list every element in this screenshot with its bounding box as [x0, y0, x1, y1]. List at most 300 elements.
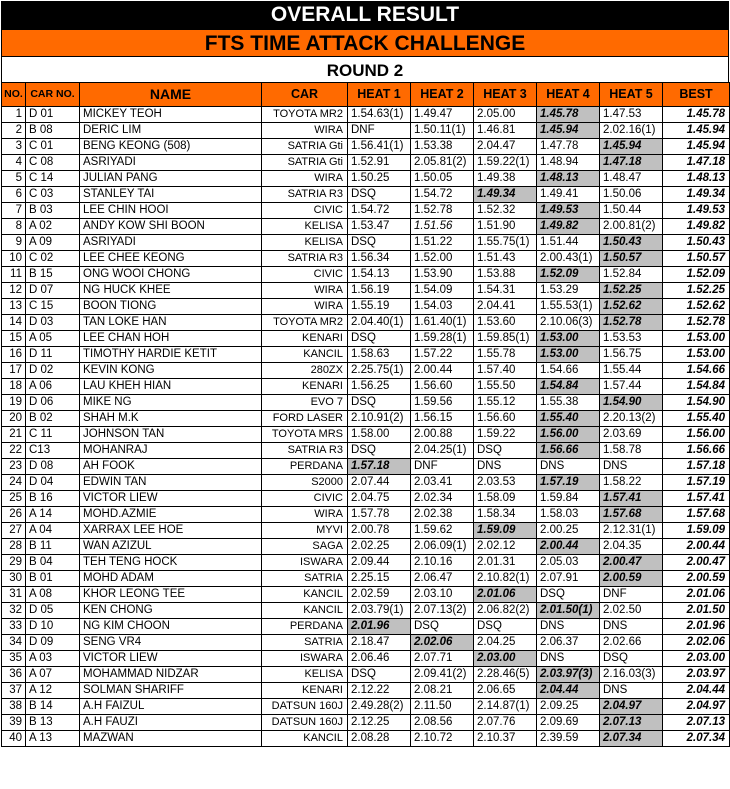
heat-4-time: 1.54.84 — [537, 379, 600, 395]
heat-1-time: 1.50.25 — [348, 171, 411, 187]
car-model: KANCIL — [262, 603, 348, 619]
heat-5-time: 1.57.41 — [600, 491, 663, 507]
car-number: B 01 — [26, 571, 80, 587]
heat-1-time: 2.04.75 — [348, 491, 411, 507]
best-time: 2.03.00 — [663, 651, 730, 667]
heat-3-time: 2.14.87(1) — [474, 699, 537, 715]
table-row — [2, 171, 730, 187]
row-number: 39 — [2, 715, 26, 731]
heat-1-time: DSQ — [348, 331, 411, 347]
table-row — [2, 731, 730, 747]
heat-3-time: 1.59.09 — [474, 523, 537, 539]
car-number: C 15 — [26, 299, 80, 315]
heat-4-time: 1.49.53 — [537, 203, 600, 219]
car-number: B 11 — [26, 539, 80, 555]
driver-name: MIKE NG — [80, 395, 262, 411]
heat-2-time: 1.59.28(1) — [411, 331, 474, 347]
row-number: 9 — [2, 235, 26, 251]
car-number: D 04 — [26, 475, 80, 491]
heat-2-time: 1.50.11(1) — [411, 123, 474, 139]
heat-3-time: 1.49.34 — [474, 187, 537, 203]
heat-4-time: DNS — [537, 459, 600, 475]
heat-2-time: 2.10.16 — [411, 555, 474, 571]
heat-3-time: 2.07.76 — [474, 715, 537, 731]
car-number: B 04 — [26, 555, 80, 571]
heat-4-time: 2.00.25 — [537, 523, 600, 539]
heat-4-time: 2.03.97(3) — [537, 667, 600, 683]
heat-4-time: 1.56.66 — [537, 443, 600, 459]
driver-name: TEH TENG HOCK — [80, 555, 262, 571]
heat-3-time: 1.55.50 — [474, 379, 537, 395]
heat-1-time: DNF — [348, 123, 411, 139]
table-row — [2, 715, 730, 731]
heat-4-time: 1.59.84 — [537, 491, 600, 507]
best-time: 1.52.62 — [663, 299, 730, 315]
car-model: FORD LASER — [262, 411, 348, 427]
table-row — [2, 619, 730, 635]
heat-1-time: 2.08.28 — [348, 731, 411, 747]
best-time: 1.54.90 — [663, 395, 730, 411]
heat-2-time: 1.56.60 — [411, 379, 474, 395]
heat-3-time: 2.05.00 — [474, 107, 537, 123]
table-row — [2, 699, 730, 715]
best-time: 2.01.06 — [663, 587, 730, 603]
heat-1-time: 1.58.63 — [348, 347, 411, 363]
car-number: B 16 — [26, 491, 80, 507]
driver-name: STANLEY TAI — [80, 187, 262, 203]
car-model: MYVI — [262, 523, 348, 539]
car-model: SATRIA R3 — [262, 187, 348, 203]
table-row — [2, 427, 730, 443]
car-number: B 03 — [26, 203, 80, 219]
driver-name: KHOR LEONG TEE — [80, 587, 262, 603]
heat-5-time: 1.58.78 — [600, 443, 663, 459]
header-heat-2: HEAT 2 — [411, 83, 474, 107]
heat-4-time: 2.07.91 — [537, 571, 600, 587]
result-rows — [2, 107, 730, 747]
car-number: A 05 — [26, 331, 80, 347]
car-number: D 05 — [26, 603, 80, 619]
car-model: ISWARA — [262, 555, 348, 571]
row-number: 38 — [2, 699, 26, 715]
driver-name: JOHNSON TAN — [80, 427, 262, 443]
heat-4-time: 2.09.69 — [537, 715, 600, 731]
row-number: 37 — [2, 683, 26, 699]
heat-3-time: 1.59.22(1) — [474, 155, 537, 171]
car-model: KANCIL — [262, 347, 348, 363]
best-time: 1.57.41 — [663, 491, 730, 507]
heat-3-time: 2.06.65 — [474, 683, 537, 699]
heat-4-time: DNS — [537, 619, 600, 635]
row-number: 30 — [2, 571, 26, 587]
car-number: B 08 — [26, 123, 80, 139]
heat-5-time: 1.47.53 — [600, 107, 663, 123]
row-number: 28 — [2, 539, 26, 555]
table-row — [2, 267, 730, 283]
car-number: C13 — [26, 443, 80, 459]
heat-1-time: 2.12.25 — [348, 715, 411, 731]
row-number: 29 — [2, 555, 26, 571]
car-model: DATSUN 160J — [262, 699, 348, 715]
car-number: A 12 — [26, 683, 80, 699]
car-model: SATRIA Gti — [262, 139, 348, 155]
table-row — [2, 235, 730, 251]
heat-5-time: 1.50.43 — [600, 235, 663, 251]
heat-5-time: 1.58.22 — [600, 475, 663, 491]
heat-1-time: 1.53.47 — [348, 219, 411, 235]
row-number: 17 — [2, 363, 26, 379]
driver-name: SENG VR4 — [80, 635, 262, 651]
heat-4-time: 1.53.00 — [537, 331, 600, 347]
table-row — [2, 395, 730, 411]
heat-2-time: 2.06.09(1) — [411, 539, 474, 555]
header-no: NO. — [2, 83, 26, 107]
heat-4-time: 1.48.13 — [537, 171, 600, 187]
heat-1-time: 1.58.00 — [348, 427, 411, 443]
best-time: 1.50.57 — [663, 251, 730, 267]
heat-5-time: DNS — [600, 459, 663, 475]
heat-1-time: DSQ — [348, 443, 411, 459]
heat-2-time: 1.53.90 — [411, 267, 474, 283]
driver-name: KEVIN KONG — [80, 363, 262, 379]
heat-4-time: 1.45.94 — [537, 123, 600, 139]
car-number: A 08 — [26, 587, 80, 603]
row-number: 11 — [2, 267, 26, 283]
car-number: D 01 — [26, 107, 80, 123]
heat-2-time: 1.54.09 — [411, 283, 474, 299]
car-model: PERDANA — [262, 619, 348, 635]
best-time: 2.01.96 — [663, 619, 730, 635]
driver-name: ONG WOOI CHONG — [80, 267, 262, 283]
header-name: NAME — [80, 83, 262, 107]
heat-4-time: 2.09.25 — [537, 699, 600, 715]
heat-1-time: DSQ — [348, 235, 411, 251]
car-number: A 07 — [26, 667, 80, 683]
heat-5-time: DNS — [600, 683, 663, 699]
heat-5-time: 2.20.13(2) — [600, 411, 663, 427]
row-number: 18 — [2, 379, 26, 395]
row-number: 2 — [2, 123, 26, 139]
heat-3-time: 2.03.00 — [474, 651, 537, 667]
car-number: A 02 — [26, 219, 80, 235]
heat-5-time: 2.07.13 — [600, 715, 663, 731]
best-time: 1.56.00 — [663, 427, 730, 443]
car-model: SATRIA — [262, 635, 348, 651]
table-row — [2, 523, 730, 539]
heat-1-time: 2.18.47 — [348, 635, 411, 651]
heat-3-time: 1.49.38 — [474, 171, 537, 187]
heat-1-time: DSQ — [348, 187, 411, 203]
heat-1-time: 2.12.22 — [348, 683, 411, 699]
heat-4-time: 1.55.40 — [537, 411, 600, 427]
heat-1-time: 2.01.96 — [348, 619, 411, 635]
heat-3-time: 1.53.60 — [474, 315, 537, 331]
best-time: 2.04.44 — [663, 683, 730, 699]
heat-2-time: DSQ — [411, 619, 474, 635]
heat-4-time: 1.53.29 — [537, 283, 600, 299]
heat-2-time: 2.03.41 — [411, 475, 474, 491]
heat-2-time: 1.50.05 — [411, 171, 474, 187]
heat-5-time: 2.02.50 — [600, 603, 663, 619]
heat-2-time: 1.49.47 — [411, 107, 474, 123]
row-number: 14 — [2, 315, 26, 331]
best-time: 2.00.44 — [663, 539, 730, 555]
car-model: WIRA — [262, 171, 348, 187]
heat-2-time: 2.05.81(2) — [411, 155, 474, 171]
heat-5-time: 2.04.97 — [600, 699, 663, 715]
best-time: 1.47.18 — [663, 155, 730, 171]
row-number: 22 — [2, 443, 26, 459]
heat-1-time: 1.56.25 — [348, 379, 411, 395]
heat-4-time: 1.56.00 — [537, 427, 600, 443]
heat-5-time: DNF — [600, 587, 663, 603]
heat-5-time: 2.12.31(1) — [600, 523, 663, 539]
row-number: 36 — [2, 667, 26, 683]
row-number: 34 — [2, 635, 26, 651]
heat-3-time: 1.59.85(1) — [474, 331, 537, 347]
heat-3-time: 1.54.31 — [474, 283, 537, 299]
best-time: 1.45.94 — [663, 139, 730, 155]
heat-2-time: 1.54.03 — [411, 299, 474, 315]
car-number: A 09 — [26, 235, 80, 251]
heat-4-time: 2.04.44 — [537, 683, 600, 699]
heat-2-time: 2.10.72 — [411, 731, 474, 747]
table-row — [2, 555, 730, 571]
driver-name: WAN AZIZUL — [80, 539, 262, 555]
car-model: DATSUN 160J — [262, 715, 348, 731]
driver-name: EDWIN TAN — [80, 475, 262, 491]
best-time: 1.59.09 — [663, 523, 730, 539]
best-time: 1.57.19 — [663, 475, 730, 491]
table-row — [2, 283, 730, 299]
car-number: C 01 — [26, 139, 80, 155]
heat-2-time: 1.51.22 — [411, 235, 474, 251]
heat-2-time: 2.02.38 — [411, 507, 474, 523]
best-time: 1.45.78 — [663, 107, 730, 123]
heat-3-time: 2.04.41 — [474, 299, 537, 315]
heat-5-time: 1.45.94 — [600, 139, 663, 155]
row-number: 27 — [2, 523, 26, 539]
header-car: CAR — [262, 83, 348, 107]
heat-4-time: 2.10.06(3) — [537, 315, 600, 331]
heat-5-time: 1.56.75 — [600, 347, 663, 363]
heat-2-time: 1.59.56 — [411, 395, 474, 411]
table-row — [2, 411, 730, 427]
row-number: 5 — [2, 171, 26, 187]
heat-2-time: 2.06.47 — [411, 571, 474, 587]
heat-5-time: 2.04.35 — [600, 539, 663, 555]
driver-name: NG KIM CHOON — [80, 619, 262, 635]
heat-4-time: 1.47.78 — [537, 139, 600, 155]
row-number: 13 — [2, 299, 26, 315]
best-time: 1.52.25 — [663, 283, 730, 299]
best-time: 1.53.00 — [663, 331, 730, 347]
row-number: 25 — [2, 491, 26, 507]
row-number: 21 — [2, 427, 26, 443]
car-number: D 08 — [26, 459, 80, 475]
heat-3-time: 1.55.75(1) — [474, 235, 537, 251]
car-model: KENARI — [262, 331, 348, 347]
driver-name: MOHANRAJ — [80, 443, 262, 459]
heat-2-time: 1.56.15 — [411, 411, 474, 427]
driver-name: LEE CHIN HOOI — [80, 203, 262, 219]
heat-3-time: 2.04.25 — [474, 635, 537, 651]
heat-5-time: 1.47.18 — [600, 155, 663, 171]
best-time: 2.07.13 — [663, 715, 730, 731]
car-number: D 02 — [26, 363, 80, 379]
driver-name: A.H FAIZUL — [80, 699, 262, 715]
car-model: WIRA — [262, 507, 348, 523]
driver-name: TIMOTHY HARDIE KETIT — [80, 347, 262, 363]
car-model: WIRA — [262, 123, 348, 139]
heat-2-time: 1.53.38 — [411, 139, 474, 155]
table-row — [2, 491, 730, 507]
driver-name: ASRIYADI — [80, 155, 262, 171]
heat-5-time: 1.53.53 — [600, 331, 663, 347]
driver-name: SHAH M.K — [80, 411, 262, 427]
car-number: B 14 — [26, 699, 80, 715]
best-time: 1.54.66 — [663, 363, 730, 379]
row-number: 3 — [2, 139, 26, 155]
car-number: B 15 — [26, 267, 80, 283]
driver-name: MAZWAN — [80, 731, 262, 747]
heat-5-time: 2.16.03(3) — [600, 667, 663, 683]
driver-name: A.H FAUZI — [80, 715, 262, 731]
heat-2-time: 2.02.34 — [411, 491, 474, 507]
row-number: 35 — [2, 651, 26, 667]
row-number: 40 — [2, 731, 26, 747]
car-number: B 13 — [26, 715, 80, 731]
heat-4-time: 1.45.78 — [537, 107, 600, 123]
heat-4-time: 1.49.82 — [537, 219, 600, 235]
driver-name: LEE CHEE KEONG — [80, 251, 262, 267]
heat-1-time: 2.10.91(2) — [348, 411, 411, 427]
best-time: 1.57.68 — [663, 507, 730, 523]
heat-2-time: 1.51.56 — [411, 219, 474, 235]
heat-4-time: 1.53.00 — [537, 347, 600, 363]
heat-2-time: 2.00.88 — [411, 427, 474, 443]
heat-5-time: 1.54.90 — [600, 395, 663, 411]
car-model: SATRIA R3 — [262, 251, 348, 267]
car-model: TOYOTA MR2 — [262, 107, 348, 123]
car-model: SAGA — [262, 539, 348, 555]
heat-2-time: 1.57.22 — [411, 347, 474, 363]
table-row — [2, 107, 730, 123]
heat-1-time: 1.56.19 — [348, 283, 411, 299]
best-time: 2.01.50 — [663, 603, 730, 619]
heat-5-time: 2.00.59 — [600, 571, 663, 587]
heat-2-time: 1.61.40(1) — [411, 315, 474, 331]
car-number: C 03 — [26, 187, 80, 203]
car-number: A 14 — [26, 507, 80, 523]
heat-4-time: 2.39.59 — [537, 731, 600, 747]
row-number: 6 — [2, 187, 26, 203]
heat-4-time: 1.55.53(1) — [537, 299, 600, 315]
table-row — [2, 683, 730, 699]
heat-3-time: 1.55.12 — [474, 395, 537, 411]
sheet-title: OVERALL RESULT — [1, 1, 729, 29]
heat-3-time: 2.01.31 — [474, 555, 537, 571]
heat-1-time: 2.00.78 — [348, 523, 411, 539]
table-row — [2, 539, 730, 555]
row-number: 15 — [2, 331, 26, 347]
heat-2-time: 2.08.21 — [411, 683, 474, 699]
best-time: 2.00.47 — [663, 555, 730, 571]
car-model: 280ZX — [262, 363, 348, 379]
table-row — [2, 139, 730, 155]
best-time: 1.49.34 — [663, 187, 730, 203]
heat-2-time: 1.59.62 — [411, 523, 474, 539]
best-time: 2.03.97 — [663, 667, 730, 683]
header-best: BEST — [663, 83, 730, 107]
heat-3-time: DSQ — [474, 619, 537, 635]
heat-2-time: 2.09.41(2) — [411, 667, 474, 683]
heat-4-time: 2.01.50(1) — [537, 603, 600, 619]
heat-5-time: 2.00.81(2) — [600, 219, 663, 235]
heat-4-time: 1.57.19 — [537, 475, 600, 491]
best-time: 1.45.94 — [663, 123, 730, 139]
heat-1-time: DSQ — [348, 667, 411, 683]
best-time: 2.02.06 — [663, 635, 730, 651]
heat-5-time: 1.52.25 — [600, 283, 663, 299]
heat-5-time: 1.52.84 — [600, 267, 663, 283]
table-row — [2, 651, 730, 667]
table-row — [2, 363, 730, 379]
table-row — [2, 347, 730, 363]
row-number: 23 — [2, 459, 26, 475]
heat-5-time: 2.03.69 — [600, 427, 663, 443]
best-time: 1.53.00 — [663, 347, 730, 363]
heat-1-time: 1.57.78 — [348, 507, 411, 523]
table-row — [2, 459, 730, 475]
driver-name: JULIAN PANG — [80, 171, 262, 187]
table-row — [2, 315, 730, 331]
driver-name: ASRIYADI — [80, 235, 262, 251]
best-time: 1.55.40 — [663, 411, 730, 427]
car-number: A 06 — [26, 379, 80, 395]
car-number: D 06 — [26, 395, 80, 411]
row-number: 16 — [2, 347, 26, 363]
heat-2-time: 2.02.06 — [411, 635, 474, 651]
heat-1-time: 1.52.91 — [348, 155, 411, 171]
heat-4-time: 2.00.44 — [537, 539, 600, 555]
best-time: 1.49.53 — [663, 203, 730, 219]
heat-3-time: 2.03.53 — [474, 475, 537, 491]
heat-4-time: 2.06.37 — [537, 635, 600, 651]
heat-2-time: 2.11.50 — [411, 699, 474, 715]
best-time: 1.49.82 — [663, 219, 730, 235]
car-model: SATRIA — [262, 571, 348, 587]
car-model: KELISA — [262, 667, 348, 683]
heat-1-time: 2.25.15 — [348, 571, 411, 587]
row-number: 20 — [2, 411, 26, 427]
car-model: EVO 7 — [262, 395, 348, 411]
best-time: 1.57.18 — [663, 459, 730, 475]
heat-1-time: 1.56.41(1) — [348, 139, 411, 155]
car-number: A 03 — [26, 651, 80, 667]
heat-3-time: 1.51.43 — [474, 251, 537, 267]
row-number: 7 — [2, 203, 26, 219]
table-row — [2, 603, 730, 619]
header-heat-1: HEAT 1 — [348, 83, 411, 107]
heat-4-time: 1.54.66 — [537, 363, 600, 379]
heat-2-time: 2.07.13(2) — [411, 603, 474, 619]
heat-3-time: 2.02.12 — [474, 539, 537, 555]
car-model: ISWARA — [262, 651, 348, 667]
car-number: D 03 — [26, 315, 80, 331]
heat-3-time: 1.56.60 — [474, 411, 537, 427]
heat-3-time: 2.10.82(1) — [474, 571, 537, 587]
